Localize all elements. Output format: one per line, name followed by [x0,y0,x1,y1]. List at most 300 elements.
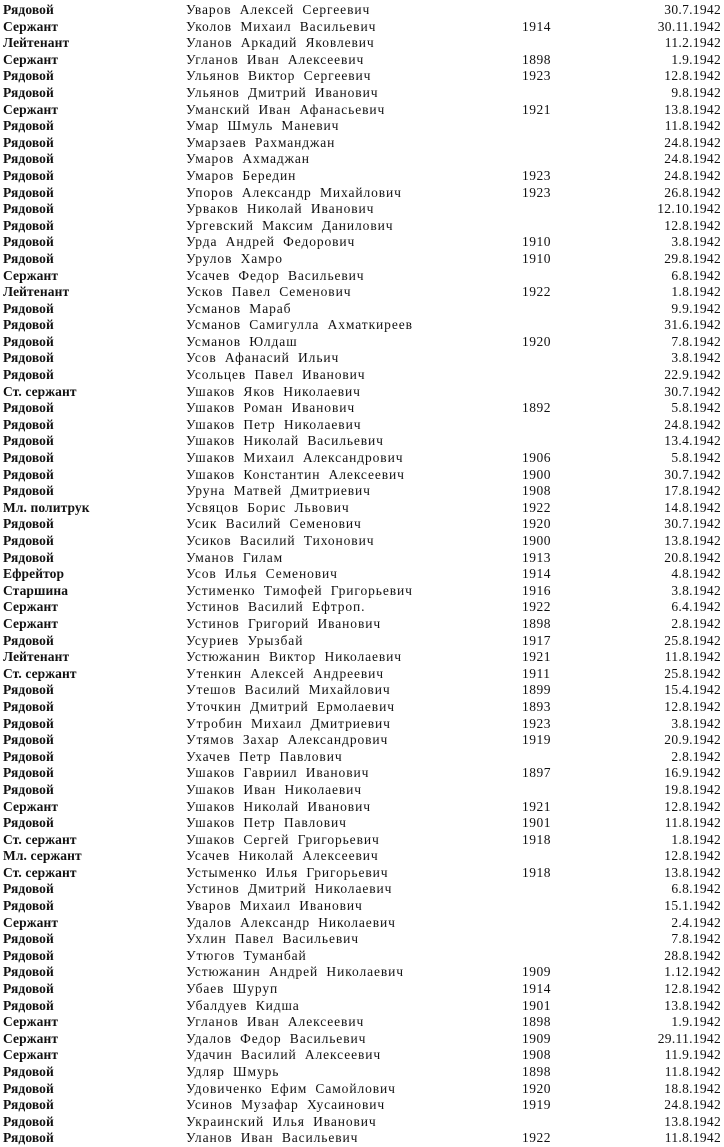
date-cell: 6.8.1942 [671,267,721,283]
list-row [0,268,724,285]
name-cell: Усманов Юлдаш [186,333,298,349]
name-cell: Удовиченко Ефим Самойлович [186,1080,396,1096]
list-row [0,749,724,766]
name-cell: Упоров Александр Михайлович [186,184,402,200]
rank-cell: Сержант [3,1014,59,1030]
birth-year-cell: 1914 [522,981,551,997]
list-row [0,1081,724,1098]
name-cell: Уваров Михаил Иванович [186,898,363,914]
list-row [0,1031,724,1048]
birth-year-cell: 1917 [522,632,551,648]
name-cell: Усманов Самигулла Ахматкиреев [186,317,413,333]
rank-cell: Рядовой [3,682,54,698]
list-row [0,450,724,467]
rank-cell: Рядовой [3,2,54,17]
list-row [0,732,724,749]
name-cell: Усольцев Павел Иванович [186,367,366,383]
birth-year-cell: 1910 [522,250,551,266]
rank-cell: Сержант [3,51,59,67]
rank-cell: Рядовой [3,748,54,764]
name-cell: Ушаков Константин Алексеевич [186,466,405,482]
rank-cell: Рядовой [3,416,54,432]
name-cell: Ушаков Николай Васильевич [186,433,384,449]
name-cell: Ушаков Петр Павлович [186,815,347,831]
rank-cell: Рядовой [3,450,54,466]
list-row [0,832,724,849]
name-cell: Убаев Шуруп [186,981,279,997]
date-cell: 24.8.1942 [664,167,721,183]
rank-cell: Рядовой [3,433,54,449]
name-cell: Ушаков Роман Иванович [186,400,356,416]
name-cell: Умарзаев Рахманджан [186,134,336,150]
date-cell: 1.9.1942 [671,51,721,67]
list-row [0,550,724,567]
rank-cell: Сержант [3,267,59,283]
rank-cell: Сержант [3,18,59,34]
birth-year-cell: 1898 [522,1064,551,1079]
list-row [0,799,724,816]
date-cell: 12.8.1942 [664,68,721,84]
list-row [0,699,724,716]
rank-cell: Рядовой [3,1064,54,1079]
date-cell: 11.8.1942 [664,815,721,831]
rank-cell: Рядовой [3,68,54,84]
rank-cell: Ст. сержант [3,665,77,681]
list-row [0,848,724,865]
list-row [0,964,724,981]
rank-cell: Ефрейтор [3,566,65,582]
name-cell: Удляр Шмурь [186,1064,280,1079]
birth-year-cell: 1918 [522,831,551,847]
date-cell: 3.8.1942 [671,715,721,731]
list-row [0,716,724,733]
rank-cell: Рядовой [3,931,54,947]
birth-year-cell: 1893 [522,698,551,714]
date-cell: 11.2.1942 [664,35,721,51]
birth-year-cell: 1901 [522,815,551,831]
list-row [0,334,724,351]
name-cell: Ушаков Иван Николаевич [186,781,362,797]
list-row [0,765,724,782]
birth-year-cell: 1899 [522,682,551,698]
name-cell: Ульянов Виктор Сергеевич [186,68,372,84]
date-cell: 14.8.1942 [664,499,721,515]
date-cell: 5.8.1942 [671,400,721,416]
list-row [0,168,724,185]
birth-year-cell: 1921 [522,101,551,117]
name-cell: Убалдуев Кидша [186,997,300,1013]
name-cell: Усачев Николай Алексеевич [186,848,379,864]
rank-cell: Рядовой [3,964,54,980]
name-cell: Усачев Федор Васильевич [186,267,365,283]
name-cell: Ушаков Яков Николаевич [186,383,361,399]
list-row [0,948,724,965]
name-cell: Усов Афанасий Ильич [186,350,340,366]
date-cell: 11.9.1942 [664,1047,721,1063]
birth-year-cell: 1922 [522,499,551,515]
date-cell: 31.6.1942 [664,317,721,333]
rank-cell: Рядовой [3,765,54,781]
name-cell: Устюжанин Андрей Николаевич [186,964,404,980]
date-cell: 13.4.1942 [664,433,721,449]
name-cell: Удалов Федор Васильевич [186,1030,367,1046]
date-cell: 12.8.1942 [664,217,721,233]
rank-cell: Рядовой [3,151,54,167]
rank-cell: Рядовой [3,981,54,997]
rank-cell: Рядовой [3,1113,54,1129]
date-cell: 15.1.1942 [664,898,721,914]
list-row [0,915,724,932]
date-cell: 12.8.1942 [664,698,721,714]
rank-cell: Сержант [3,798,59,814]
rank-cell: Рядовой [3,217,54,233]
birth-year-cell: 1908 [522,1047,551,1063]
list-row [0,185,724,202]
date-cell: 11.8.1942 [664,1130,721,1146]
date-cell: 1.9.1942 [671,1014,721,1030]
rank-cell: Рядовой [3,1130,54,1146]
rank-cell: Сержант [3,1030,59,1046]
birth-year-cell: 1916 [522,582,551,598]
name-cell: Усков Павел Семенович [186,284,352,300]
name-cell: Умар Шмуль Маневич [186,118,340,134]
list-row [0,1130,724,1147]
rank-cell: Рядовой [3,466,54,482]
list-row [0,1014,724,1031]
list-row [0,284,724,301]
list-row [0,1097,724,1114]
name-cell: Ушаков Михаил Александрович [186,450,404,466]
date-cell: 12.8.1942 [664,798,721,814]
birth-year-cell: 1908 [522,483,551,499]
name-cell: Усуриев Урызбай [186,632,304,648]
name-cell: Уточкин Дмитрий Ермолаевич [186,698,395,714]
rank-cell: Лейтенант [3,35,70,51]
date-cell: 25.8.1942 [664,632,721,648]
birth-year-cell: 1898 [522,1014,551,1030]
name-cell: Устинов Дмитрий Николаевич [186,881,393,897]
rank-cell: Рядовой [3,947,54,963]
date-cell: 16.9.1942 [664,765,721,781]
name-cell: Уколов Михаил Васильевич [186,18,377,34]
name-cell: Усик Василий Семенович [186,516,362,532]
list-row [0,633,724,650]
name-cell: Ушаков Николай Иванович [186,798,371,814]
list-row [0,2,724,19]
rank-cell: Рядовой [3,1097,54,1113]
list-row [0,981,724,998]
date-cell: 5.8.1942 [671,450,721,466]
name-cell: Утешов Василий Михайлович [186,682,391,698]
name-cell: Урваков Николай Иванович [186,201,375,217]
name-cell: Ушаков Петр Николаевич [186,416,362,432]
date-cell: 2.4.1942 [671,914,721,930]
date-cell: 1.12.1942 [664,964,721,980]
rank-cell: Ст. сержант [3,383,77,399]
rank-cell: Рядовой [3,350,54,366]
birth-year-cell: 1923 [522,167,551,183]
list-row [0,599,724,616]
list-row [0,417,724,434]
date-cell: 15.4.1942 [664,682,721,698]
name-cell: Угланов Иван Алексеевич [186,1014,365,1030]
birth-year-cell: 1920 [522,333,551,349]
rank-cell: Рядовой [3,118,54,134]
date-cell: 13.8.1942 [664,864,721,880]
name-cell: Умаров Бередин [186,167,297,183]
date-cell: 13.8.1942 [664,997,721,1013]
list-row [0,433,724,450]
list-row [0,317,724,334]
name-cell: Ухачев Петр Павлович [186,748,343,764]
date-cell: 3.8.1942 [671,234,721,250]
rank-cell: Рядовой [3,516,54,532]
name-cell: Угланов Иван Алексеевич [186,51,365,67]
date-cell: 4.8.1942 [671,566,721,582]
name-cell: Устинов Григорий Иванович [186,615,382,631]
date-cell: 28.8.1942 [664,947,721,963]
rank-cell: Рядовой [3,400,54,416]
rank-cell: Рядовой [3,134,54,150]
date-cell: 12.8.1942 [664,981,721,997]
name-cell: Уланов Аркадий Яковлевич [186,35,375,51]
birth-year-cell: 1898 [522,615,551,631]
rank-cell: Мл. сержант [3,848,82,864]
list-row [0,516,724,533]
rank-cell: Рядовой [3,549,54,565]
birth-year-cell: 1913 [522,549,551,565]
list-row [0,1047,724,1064]
list-row [0,931,724,948]
list-row [0,467,724,484]
name-cell: Урулов Хамро [186,250,283,266]
date-cell: 7.8.1942 [671,931,721,947]
date-cell: 9.9.1942 [671,300,721,316]
rank-cell: Рядовой [3,1080,54,1096]
date-cell: 19.8.1942 [664,781,721,797]
date-cell: 11.8.1942 [664,118,721,134]
list-row [0,251,724,268]
date-cell: 18.8.1942 [664,1080,721,1096]
date-cell: 29.8.1942 [664,250,721,266]
birth-year-cell: 1909 [522,1030,551,1046]
date-cell: 30.7.1942 [664,466,721,482]
date-cell: 2.8.1942 [671,615,721,631]
rank-cell: Старшина [3,582,69,598]
rank-cell: Мл. политрук [3,499,90,515]
date-cell: 30.11.1942 [657,18,721,34]
rank-cell: Рядовой [3,317,54,333]
date-cell: 1.8.1942 [671,284,721,300]
birth-year-cell: 1909 [522,964,551,980]
list-row [0,400,724,417]
date-cell: 30.7.1942 [664,516,721,532]
name-cell: Усманов Мараб [186,300,292,316]
date-cell: 20.9.1942 [664,732,721,748]
name-cell: Утенкин Алексей Андреевич [186,665,384,681]
date-cell: 3.8.1942 [671,350,721,366]
rank-cell: Сержант [3,599,59,615]
birth-year-cell: 1906 [522,450,551,466]
list-row [0,682,724,699]
list-row [0,102,724,119]
name-cell: Устинов Василий Ефтроп. [186,599,366,615]
date-cell: 29.11.1942 [657,1030,721,1046]
list-row [0,782,724,799]
name-cell: Ургевский Максим Данилович [186,217,394,233]
birth-year-cell: 1897 [522,765,551,781]
birth-year-cell: 1920 [522,1080,551,1096]
rank-cell: Сержант [3,615,59,631]
birth-year-cell: 1919 [522,732,551,748]
rank-cell: Рядовой [3,167,54,183]
birth-year-cell: 1919 [522,1097,551,1113]
list-row [0,301,724,318]
name-cell: Устыменко Илья Григорьевич [186,864,389,880]
date-cell: 17.8.1942 [664,483,721,499]
rank-cell: Рядовой [3,815,54,831]
rank-cell: Ст. сержант [3,864,77,880]
list-row [0,1114,724,1131]
name-cell: Устименко Тимофей Григорьевич [186,582,413,598]
list-row [0,151,724,168]
birth-year-cell: 1914 [522,18,551,34]
list-row [0,135,724,152]
birth-year-cell: 1923 [522,68,551,84]
name-cell: Усиков Василий Тихонович [186,533,375,548]
name-cell: Уланов Иван Васильевич [186,1130,359,1146]
rank-cell: Рядовой [3,250,54,266]
rank-cell: Рядовой [3,84,54,100]
list-row [0,85,724,102]
list-row [0,865,724,882]
birth-year-cell: 1918 [522,864,551,880]
birth-year-cell: 1922 [522,1130,551,1146]
list-row [0,616,724,633]
date-cell: 6.4.1942 [671,599,721,615]
rank-cell: Сержант [3,914,59,930]
rank-cell: Рядовой [3,732,54,748]
list-row [0,52,724,69]
list-row [0,583,724,600]
date-cell: 20.8.1942 [664,549,721,565]
list-row [0,234,724,251]
list-row [0,118,724,135]
date-cell: 11.8.1942 [664,1064,721,1079]
date-cell: 24.8.1942 [664,151,721,167]
date-cell: 13.8.1942 [664,101,721,117]
name-cell: Уманский Иван Афанасьевич [186,101,386,117]
birth-year-cell: 1923 [522,184,551,200]
list-row [0,483,724,500]
name-cell: Ушаков Гавриил Иванович [186,765,370,781]
rank-cell: Рядовой [3,300,54,316]
name-cell: Утюгов Туманбай [186,947,307,963]
name-cell: Утямов Захар Александрович [186,732,389,748]
date-cell: 3.8.1942 [671,582,721,598]
date-cell: 9.8.1942 [671,84,721,100]
date-cell: 30.7.1942 [664,2,721,17]
name-cell: Украинский Илья Иванович [186,1113,377,1129]
birth-year-cell: 1923 [522,715,551,731]
list-row [0,350,724,367]
birth-year-cell: 1892 [522,400,551,416]
birth-year-cell: 1898 [522,51,551,67]
list-row [0,998,724,1015]
rank-cell: Рядовой [3,367,54,383]
list-row [0,533,724,550]
rank-cell: Рядовой [3,881,54,897]
rank-cell: Рядовой [3,715,54,731]
list-row [0,898,724,915]
birth-year-cell: 1920 [522,516,551,532]
name-cell: Ульянов Дмитрий Иванович [186,84,379,100]
date-cell: 6.8.1942 [671,881,721,897]
birth-year-cell: 1910 [522,234,551,250]
date-cell: 7.8.1942 [671,333,721,349]
list-row [0,68,724,85]
name-cell: Усвяцов Борис Львович [186,499,350,515]
rank-cell: Рядовой [3,632,54,648]
name-cell: Устюжанин Виктор Николаевич [186,649,402,665]
date-cell: 24.8.1942 [664,1097,721,1113]
name-cell: Удачин Василий Алексеевич [186,1047,382,1063]
list-row [0,367,724,384]
name-cell: Ушаков Сергей Григорьевич [186,831,380,847]
rank-cell: Рядовой [3,333,54,349]
list-row [0,566,724,583]
name-cell: Утробин Михаил Дмитриевич [186,715,391,731]
list-row [0,649,724,666]
date-cell: 25.8.1942 [664,665,721,681]
name-cell: Умаров Ахмаджан [186,151,310,167]
date-cell: 24.8.1942 [664,416,721,432]
date-cell: 12.8.1942 [664,848,721,864]
rank-cell: Ст. сержант [3,831,77,847]
name-cell: Уруна Матвей Дмитриевич [186,483,371,499]
birth-year-cell: 1901 [522,997,551,1013]
date-cell: 24.8.1942 [664,134,721,150]
list-row [0,1064,724,1081]
date-cell: 13.8.1942 [664,533,721,548]
list-row [0,815,724,832]
birth-year-cell: 1900 [522,466,551,482]
list-row [0,201,724,218]
birth-year-cell: 1914 [522,566,551,582]
list-row [0,218,724,235]
date-cell: 30.7.1942 [664,383,721,399]
name-cell: Уманов Гилам [186,549,284,565]
list-row [0,666,724,683]
rank-cell: Рядовой [3,483,54,499]
rank-cell: Сержант [3,1047,59,1063]
list-row [0,384,724,401]
name-cell: Усов Илья Семенович [186,566,338,582]
date-cell: 26.8.1942 [664,184,721,200]
rank-cell: Рядовой [3,997,54,1013]
name-cell: Уваров Алексей Сергеевич [186,2,371,17]
rank-cell: Рядовой [3,234,54,250]
date-cell: 2.8.1942 [671,748,721,764]
birth-year-cell: 1922 [522,599,551,615]
birth-year-cell: 1922 [522,284,551,300]
rank-cell: Рядовой [3,184,54,200]
rank-cell: Рядовой [3,201,54,217]
date-cell: 13.8.1942 [664,1113,721,1129]
name-cell: Ухлин Павел Васильевич [186,931,359,947]
birth-year-cell: 1900 [522,533,551,548]
date-cell: 1.8.1942 [671,831,721,847]
